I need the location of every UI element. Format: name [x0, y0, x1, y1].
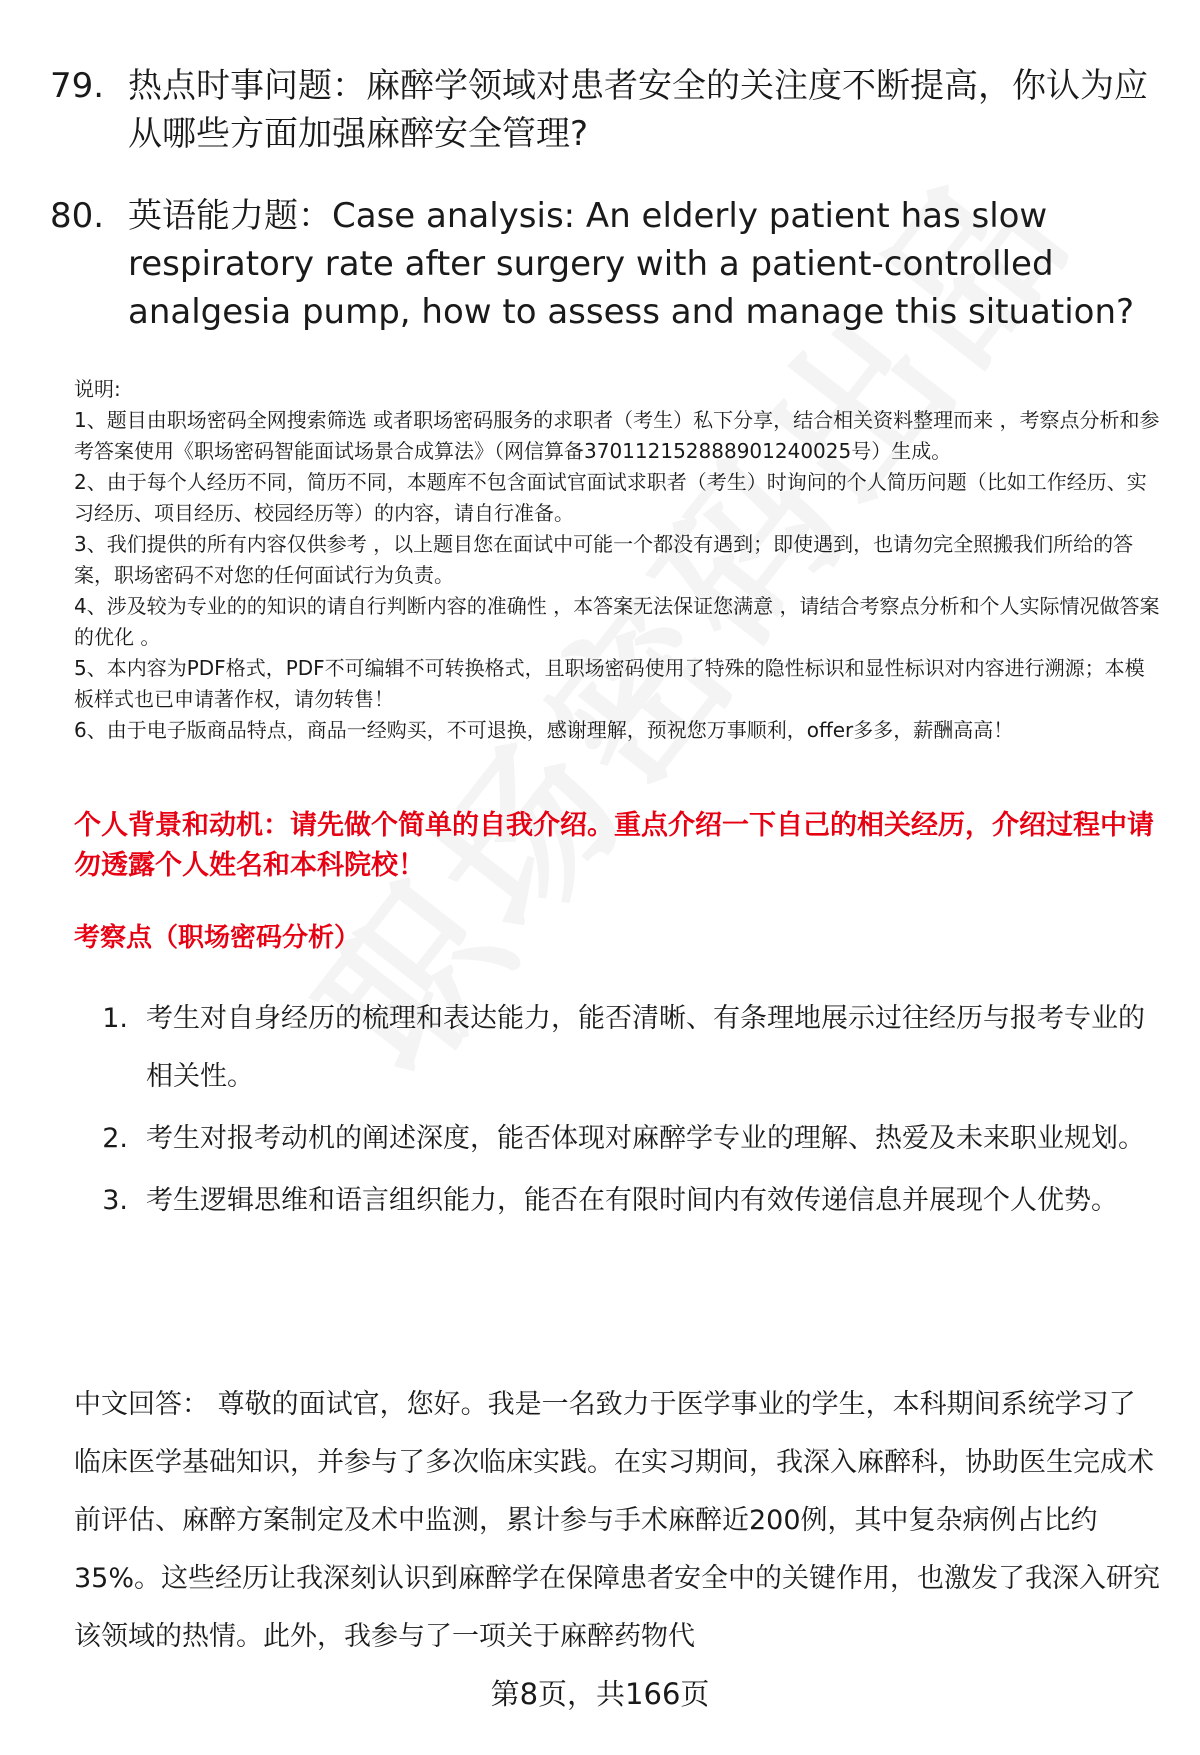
notes-title: 说明:	[74, 377, 121, 401]
point-number: 3.	[102, 1185, 128, 1216]
background-question-title: 个人背景和动机：请先做个简单的自我介绍。重点介绍一下自己的相关经历，介绍过程中请勿透露个人姓名和本科院校！	[74, 810, 1154, 881]
question-text: 热点时事问题：麻醉学领域对患者安全的关注度不断提高，你认为应从哪些方面加强麻醉安全管理?	[128, 66, 1148, 154]
point-text: 考生对报考动机的阐述深度，能否体现对麻醉学专业的理解、热爱及未来职业规划。	[146, 1123, 1145, 1154]
question-80	[50, 192, 1160, 336]
list-item	[74, 990, 1160, 1106]
list-item	[74, 1172, 1160, 1230]
question-number: 80.	[50, 196, 105, 236]
note-item: 5、本内容为PDF格式，PDF不可编辑不可转换格式，且职场密码使用了特殊的隐性标识和显性标识对内容进行溯源；本模板样式也已申请著作权，请勿转售！	[74, 656, 1145, 711]
point-text: 考生对自身经历的梳理和表达能力，能否清晰、有条理地展示过往经历与报考专业的相关性。	[146, 1003, 1145, 1092]
page-number: 第8页，共166页	[490, 1677, 710, 1711]
analysis-section-title: 考察点（职场密码分析）	[74, 923, 361, 953]
point-number: 1.	[102, 1003, 128, 1034]
question-79	[50, 62, 1160, 158]
question-number: 79.	[50, 66, 105, 106]
point-number: 2.	[102, 1123, 128, 1154]
note-item: 3、我们提供的所有内容仅供参考 ，以上题目您在面试中可能一个都没有遇到；即使遇到，也请勿完全照搬我们所给的答案，职场密码不对您的任何面试行为负责。	[74, 532, 1134, 587]
note-item: 2、由于每个人经历不同，简历不同，本题库不包含面试官面试求职者（考生）时询问的个人简历问题（比如工作经历、实习经历、项目经历、校园经历等）的内容，请自行准备。	[74, 470, 1147, 525]
list-item	[74, 1110, 1160, 1168]
note-item: 6、由于电子版商品特点，商品一经购买，不可退换，感谢理解，预祝您万事顺利，offer多多，薪酬高高！	[74, 718, 1014, 742]
analysis-points-list	[74, 990, 1160, 1234]
question-text: 英语能力题：Case analysis: An elderly patient has slow respiratory rate after surgery with a patient-controlled analgesia pump, how to assess and manage this situation?	[128, 196, 1135, 332]
chinese-answer: 中文回答： 尊敬的面试官，您好。我是一名致力于医学事业的学生，本科期间系统学习了临床医学基础知识，并参与了多次临床实践。在实习期间，我深入麻醉科，协助医生完成术前评估、麻醉方案制定及术中监测，累计参与手术麻醉近200例，其中复杂病例占比约35%。这些经历让我深刻认识到麻醉学在保障患者安全中的关键作用，也激发了我深入研究该领域的热情。此外，我参与了一项关于麻醉药物代	[74, 1389, 1161, 1652]
note-item: 4、涉及较为专业的的知识的请自行判断内容的准确性 ，本答案无法保证您满意 ，请结合考察点分析和个人实际情况做答案的优化 。	[74, 594, 1160, 649]
notes-section	[74, 374, 1160, 746]
point-text: 考生逻辑思维和语言组织能力，能否在有限时间内有效传递信息并展现个人优势。	[146, 1185, 1118, 1216]
note-item: 1、题目由职场密码全网搜索筛选 或者职场密码服务的求职者（考生）私下分享，结合相关资料整理而来 ，考察点分析和参考答案使用《职场密码智能面试场景合成算法》（网信算备370112152888901240025号）生成。	[74, 408, 1160, 463]
